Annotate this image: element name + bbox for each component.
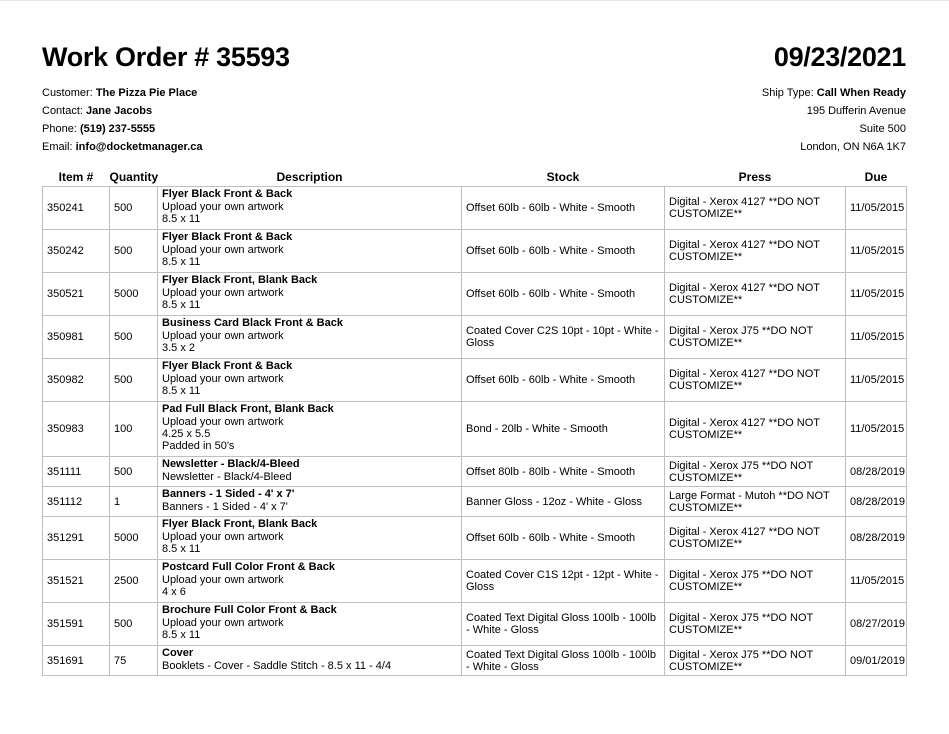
description-title: Pad Full Black Front, Blank Back: [162, 403, 334, 415]
press-cell: Digital - Xerox J75 **DO NOT CUSTOMIZE**: [665, 560, 846, 603]
item-number-cell: 350521: [43, 273, 110, 316]
column-header-due: Due: [864, 170, 888, 184]
due-date-cell: 09/01/2019: [846, 646, 907, 676]
description-title: Brochure Full Color Front & Back: [162, 604, 337, 616]
table-row: [43, 487, 907, 517]
stock-cell: Coated Text Digital Gloss 100lb - 100lb - White - Gloss: [462, 646, 665, 676]
item-number-cell: 351521: [43, 560, 110, 603]
item-number-cell: 350983: [43, 402, 110, 457]
description-detail-line: Upload your own artwork: [162, 574, 284, 586]
item-number-cell: 350242: [43, 230, 110, 273]
customer-label: Customer:: [42, 87, 93, 99]
press-cell: Digital - Xerox 4127 **DO NOT CUSTOMIZE**: [665, 273, 846, 316]
due-date-cell: 08/28/2019: [846, 517, 907, 560]
item-number-cell: 350982: [43, 359, 110, 402]
description-detail-line: Upload your own artwork: [162, 617, 284, 629]
quantity-cell: 500: [110, 230, 158, 273]
phone-value: (519) 237-5555: [79, 123, 156, 135]
email-line: [42, 138, 203, 156]
quantity-cell: 5000: [110, 273, 158, 316]
press-cell: Digital - Xerox 4127 **DO NOT CUSTOMIZE**: [665, 517, 846, 560]
top-divider: [0, 0, 949, 1]
address-line-3: London, ON N6A 1K7: [800, 141, 906, 153]
work-order-title: Work Order # 35593: [42, 42, 290, 72]
email-value: info@docketmanager.ca: [75, 141, 203, 153]
column-header-stock: Stock: [546, 170, 580, 184]
table-row: [43, 402, 907, 457]
work-order-date: 09/23/2021: [773, 42, 906, 72]
item-number-cell: 350981: [43, 316, 110, 359]
due-date-cell: 11/05/2015: [846, 359, 907, 402]
table-row: [43, 603, 907, 646]
due-date-cell: 08/27/2019: [846, 603, 907, 646]
stock-cell: Coated Cover C1S 12pt - 12pt - White - Gloss: [462, 560, 665, 603]
due-date-cell: 11/05/2015: [846, 273, 907, 316]
table-row: [43, 316, 907, 359]
description-title: Flyer Black Front & Back: [162, 360, 293, 372]
ship-type-line: [762, 84, 906, 102]
stock-cell: Offset 60lb - 60lb - White - Smooth: [462, 230, 665, 273]
quantity-cell: 5000: [110, 517, 158, 560]
description-cell: [158, 457, 462, 487]
quantity-cell: 500: [110, 316, 158, 359]
due-date-cell: 11/05/2015: [846, 187, 907, 230]
column-header-quantity: Quantity: [109, 170, 159, 184]
description-detail-line: 4 x 6: [162, 586, 186, 598]
phone-line: [42, 120, 203, 138]
item-number-cell: 351291: [43, 517, 110, 560]
quantity-cell: 1: [110, 487, 158, 517]
stock-cell: Coated Text Digital Gloss 100lb - 100lb - White - Gloss: [462, 603, 665, 646]
description-title: Flyer Black Front & Back: [162, 231, 293, 243]
quantity-cell: 75: [110, 646, 158, 676]
description-detail-line: 4.25 x 5.5: [162, 428, 211, 440]
description-detail-line: Booklets - Cover - Saddle Stitch - 8.5 x 11 - 4/4: [162, 660, 392, 672]
address-line-1: 195 Dufferin Avenue: [806, 105, 906, 117]
ship-type-value: Call When Ready: [816, 87, 906, 99]
description-detail-line: Upload your own artwork: [162, 416, 284, 428]
customer-value: The Pizza Pie Place: [95, 87, 198, 99]
table-row: [43, 457, 907, 487]
quantity-cell: 2500: [110, 560, 158, 603]
item-number-cell: 350241: [43, 187, 110, 230]
table-body: [43, 187, 907, 676]
description-detail-line: 8.5 x 11: [162, 299, 201, 311]
description-title: Postcard Full Color Front & Back: [162, 561, 335, 573]
stock-cell: Offset 60lb - 60lb - White - Smooth: [462, 273, 665, 316]
due-date-cell: 11/05/2015: [846, 560, 907, 603]
address-line-2: Suite 500: [859, 123, 906, 135]
contact-label: Contact:: [42, 105, 83, 117]
customer-info: [42, 84, 203, 156]
stock-cell: Offset 80lb - 80lb - White - Smooth: [462, 457, 665, 487]
press-cell: Digital - Xerox 4127 **DO NOT CUSTOMIZE**: [665, 230, 846, 273]
stock-cell: Banner Gloss - 12oz - White - Gloss: [462, 487, 665, 517]
description-cell: [158, 230, 462, 273]
description-detail-line: 8.5 x 11: [162, 256, 201, 268]
due-date-cell: 11/05/2015: [846, 402, 907, 457]
description-detail-line: 8.5 x 11: [162, 213, 201, 225]
press-cell: Digital - Xerox J75 **DO NOT CUSTOMIZE**: [665, 603, 846, 646]
item-number-cell: 351111: [43, 457, 110, 487]
contact-value: Jane Jacobs: [86, 105, 153, 117]
ship-type-label: Ship Type:: [761, 87, 814, 99]
item-number-cell: 351691: [43, 646, 110, 676]
due-date-cell: 11/05/2015: [846, 316, 907, 359]
table-row: [43, 359, 907, 402]
stock-cell: Coated Cover C2S 10pt - 10pt - White - Gloss: [462, 316, 665, 359]
stock-cell: Offset 60lb - 60lb - White - Smooth: [462, 187, 665, 230]
table-row: [43, 560, 907, 603]
description-detail-line: Banners - 1 Sided - 4' x 7': [162, 501, 288, 513]
description-detail-line: Upload your own artwork: [162, 373, 284, 385]
description-title: Cover: [162, 647, 194, 659]
description-detail-line: Upload your own artwork: [162, 287, 284, 299]
quantity-cell: 500: [110, 359, 158, 402]
description-detail-line: Upload your own artwork: [162, 330, 284, 342]
table-row: [43, 517, 907, 560]
description-cell: [158, 187, 462, 230]
description-cell: [158, 603, 462, 646]
quantity-cell: 500: [110, 187, 158, 230]
description-cell: [158, 316, 462, 359]
description-title: Banners - 1 Sided - 4' x 7': [162, 488, 295, 500]
item-number-cell: 351591: [43, 603, 110, 646]
description-cell: [158, 517, 462, 560]
table-row: [43, 187, 907, 230]
item-number-cell: 351112: [43, 487, 110, 517]
press-cell: Large Format - Mutoh **DO NOT CUSTOMIZE**: [665, 487, 846, 517]
press-cell: Digital - Xerox 4127 **DO NOT CUSTOMIZE**: [665, 359, 846, 402]
quantity-cell: 100: [110, 402, 158, 457]
shipping-info: [762, 84, 906, 156]
description-detail-line: Upload your own artwork: [162, 244, 284, 256]
description-title: Flyer Black Front, Blank Back: [162, 518, 318, 530]
description-detail-line: Padded in 50's: [162, 440, 235, 452]
column-header-description: Description: [276, 170, 343, 184]
description-cell: [158, 487, 462, 517]
column-header-item: Item #: [58, 170, 94, 184]
column-header-press: Press: [738, 170, 772, 184]
stock-cell: Bond - 20lb - White - Smooth: [462, 402, 665, 457]
description-detail-line: 8.5 x 11: [162, 385, 201, 397]
table-row: [43, 646, 907, 676]
table-header-row: [43, 169, 907, 187]
due-date-cell: 08/28/2019: [846, 487, 907, 517]
description-detail-line: 8.5 x 11: [162, 629, 201, 641]
description-detail-line: Upload your own artwork: [162, 201, 284, 213]
description-title: Flyer Black Front & Back: [162, 188, 293, 200]
press-cell: Digital - Xerox 4127 **DO NOT CUSTOMIZE**: [665, 402, 846, 457]
description-cell: [158, 359, 462, 402]
description-cell: [158, 273, 462, 316]
press-cell: Digital - Xerox J75 **DO NOT CUSTOMIZE**: [665, 646, 846, 676]
description-title: Newsletter - Black/4-Bleed: [162, 458, 300, 470]
description-title: Business Card Black Front & Back: [162, 317, 343, 329]
quantity-cell: 500: [110, 457, 158, 487]
press-cell: Digital - Xerox J75 **DO NOT CUSTOMIZE**: [665, 457, 846, 487]
description-cell: [158, 646, 462, 676]
description-cell: [158, 402, 462, 457]
email-label: Email:: [42, 141, 73, 153]
description-detail-line: 8.5 x 11: [162, 543, 201, 555]
description-detail-line: 3.5 x 2: [162, 342, 196, 354]
table-row: [43, 273, 907, 316]
description-title: Flyer Black Front, Blank Back: [162, 274, 318, 286]
quantity-cell: 500: [110, 603, 158, 646]
description-detail-line: Newsletter - Black/4-Bleed: [162, 471, 292, 483]
stock-cell: Offset 60lb - 60lb - White - Smooth: [462, 517, 665, 560]
due-date-cell: 11/05/2015: [846, 230, 907, 273]
description-detail-line: Upload your own artwork: [162, 531, 284, 543]
contact-line: [42, 102, 203, 120]
work-order-items-table: [42, 169, 907, 676]
table-row: [43, 230, 907, 273]
press-cell: Digital - Xerox 4127 **DO NOT CUSTOMIZE**: [665, 187, 846, 230]
customer-line: [42, 84, 203, 102]
due-date-cell: 08/28/2019: [846, 457, 907, 487]
description-cell: [158, 560, 462, 603]
stock-cell: Offset 60lb - 60lb - White - Smooth: [462, 359, 665, 402]
phone-label: Phone:: [42, 123, 77, 135]
press-cell: Digital - Xerox J75 **DO NOT CUSTOMIZE**: [665, 316, 846, 359]
